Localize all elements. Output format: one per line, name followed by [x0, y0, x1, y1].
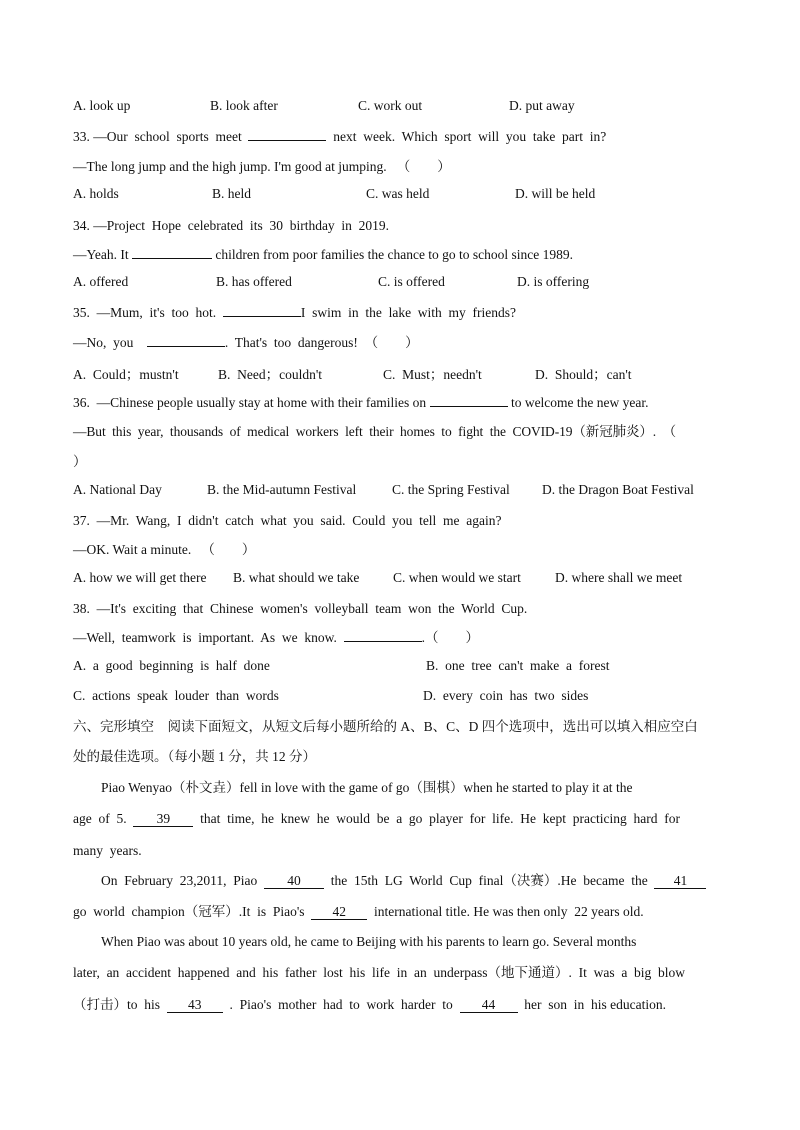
- q35-option-b: B. Need；couldn't: [218, 367, 323, 382]
- q35-answer-line: [73, 333, 727, 353]
- q38-blank: [344, 641, 422, 642]
- passage-p3-line2: later, an accident happened and his father lost his life in an underpass（地下通道）. It was a big blow: [73, 965, 686, 980]
- q33-option-d: D. will be held: [515, 186, 596, 201]
- q33-stem: [73, 127, 727, 147]
- q34-stem: 34. —Project Hope celebrated its 30 birthday in 2019.: [73, 218, 390, 233]
- q37-option-c: C. when would we start: [393, 570, 521, 585]
- q33-stem-part1: 33. —Our school sports meet: [73, 129, 249, 144]
- q35-option-a: A. Could；mustn't: [73, 367, 179, 382]
- q38-option-d: D. every coin has two sides: [423, 688, 589, 703]
- passage-p1-text: age of 5.: [73, 811, 134, 826]
- passage-p3-line1: When Piao was about 10 years old, he came to Beijing with his parents to learn go. Several months: [101, 934, 637, 949]
- q35-option-c: C. Must；needn't: [383, 367, 482, 382]
- passage-p1-line1: Piao Wenyao（朴文垚）fell in love with the game of go（围棋）when he started to play it at the: [101, 780, 633, 795]
- q38-option-c: C. actions speak louder than words: [73, 688, 279, 703]
- q36-option-c: C. the Spring Festival: [392, 482, 510, 497]
- q34-option-a: A. offered: [73, 274, 129, 289]
- blank-40: 40: [264, 873, 324, 889]
- passage-p3-line3: [73, 995, 727, 1015]
- blank-43: 43: [167, 997, 223, 1013]
- q36-stem: [73, 393, 727, 413]
- blank-41: 41: [654, 873, 706, 889]
- q34-blank: [132, 258, 212, 259]
- q36-answer-line: —But this year, thousands of medical workers left their homes to fight the COVID-19（新冠肺炎）. （: [73, 424, 677, 439]
- q32-option-b: B. look after: [210, 98, 278, 113]
- passage-p3-text-end: her son in his education.: [517, 997, 667, 1012]
- q36-stem-part2: to welcome the new year.: [507, 395, 649, 410]
- q34-option-d: D. is offering: [517, 274, 590, 289]
- q33-blank: [248, 140, 326, 141]
- q34-answer-part2: children from poor families the chance to go to school since 1989.: [212, 247, 574, 262]
- q35-answer-part1: —No, you: [73, 335, 147, 350]
- passage-p2-text-cont: the 15th LG World Cup final（决赛）.He became the: [323, 873, 655, 888]
- passage-p3-text: （打击）to his: [73, 997, 167, 1012]
- q35-answer-part2: . That's too dangerous! （ ）: [224, 335, 419, 350]
- q38-option-b: B. one tree can't make a forest: [426, 658, 610, 673]
- passage-p2-line1: [101, 871, 727, 891]
- blank-39: 39: [133, 811, 193, 827]
- q36-answer-bracket: ）: [73, 454, 87, 469]
- q38-answer-part1: —Well, teamwork is important. As we know.: [73, 630, 344, 645]
- q35-stem-part2: I swim in the lake with my friends?: [300, 305, 517, 320]
- q34-option-c: C. is offered: [378, 274, 445, 289]
- blank-44: 44: [460, 997, 518, 1013]
- q38-answer-line: [73, 628, 727, 648]
- q34-option-b: B. has offered: [216, 274, 292, 289]
- q36-option-b: B. the Mid-autumn Festival: [207, 482, 357, 497]
- passage-p1-text-cont: that time, he knew he would be a go player for life. He kept practicing hard for: [193, 811, 680, 826]
- passage-p2-text2-cont: international title. He was then only 22 years old.: [367, 904, 644, 919]
- q33-option-b: B. held: [212, 186, 251, 201]
- q32-option-c: C. work out: [358, 98, 423, 113]
- q35-blank-2: [147, 346, 225, 347]
- q34-answer-part1: —Yeah. It: [73, 247, 133, 262]
- passage-p2-text2: go world champion（冠军）.It is Piao's: [73, 904, 312, 919]
- q36-option-d: D. the Dragon Boat Festival: [542, 482, 694, 497]
- q38-option-a: A. a good beginning is half done: [73, 658, 270, 673]
- passage-p2-line2: [73, 902, 727, 922]
- q35-stem-part1: 35. —Mum, it's too hot.: [73, 305, 223, 320]
- q35-blank-1: [223, 316, 301, 317]
- q36-stem-part1: 36. —Chinese people usually stay at home with their families on: [73, 395, 430, 410]
- q37-stem: 37. —Mr. Wang, I didn't catch what you said. Could you tell me again?: [73, 513, 502, 528]
- q37-option-d: D. where shall we meet: [555, 570, 683, 585]
- q37-answer-line: —OK. Wait a minute. （ ）: [73, 542, 256, 557]
- q38-answer-part2: .（ ）: [421, 630, 480, 645]
- passage-p3-text-cont: . Piao's mother had to work harder to: [222, 997, 460, 1012]
- q34-answer-line: [73, 245, 727, 265]
- q36-blank: [430, 406, 508, 407]
- q33-stem-part2: next week. Which sport will you take part in?: [326, 129, 607, 144]
- q32-option-d: D. put away: [509, 98, 575, 113]
- q36-option-a: A. National Day: [73, 482, 162, 497]
- q38-stem: 38. —It's exciting that Chinese women's volleyball team won the World Cup.: [73, 601, 528, 616]
- q33-answer-line: —The long jump and the high jump. I'm good at jumping. （ ）: [73, 159, 451, 174]
- q32-option-a: A. look up: [73, 98, 131, 113]
- q35-option-d: D. Should；can't: [535, 367, 632, 382]
- passage-p1-line3: many years.: [73, 843, 142, 858]
- q37-option-a: A. how we will get there: [73, 570, 207, 585]
- q35-stem: [73, 303, 727, 323]
- blank-42: 42: [311, 904, 367, 920]
- q33-option-a: A. holds: [73, 186, 119, 201]
- section6-instructions-cont: 处的最佳选项。（每小题 1 分，共 12 分）: [73, 749, 316, 764]
- q33-option-c: C. was held: [366, 186, 430, 201]
- q37-option-b: B. what should we take: [233, 570, 360, 585]
- passage-p2-text: On February 23,2011, Piao: [101, 873, 264, 888]
- passage-p1-line2: [73, 809, 727, 829]
- section6-instructions: 六、完形填空 阅读下面短文，从短文后每小题所给的 A、B、C、D 四个选项中，选出可以填入相应空白: [73, 719, 698, 734]
